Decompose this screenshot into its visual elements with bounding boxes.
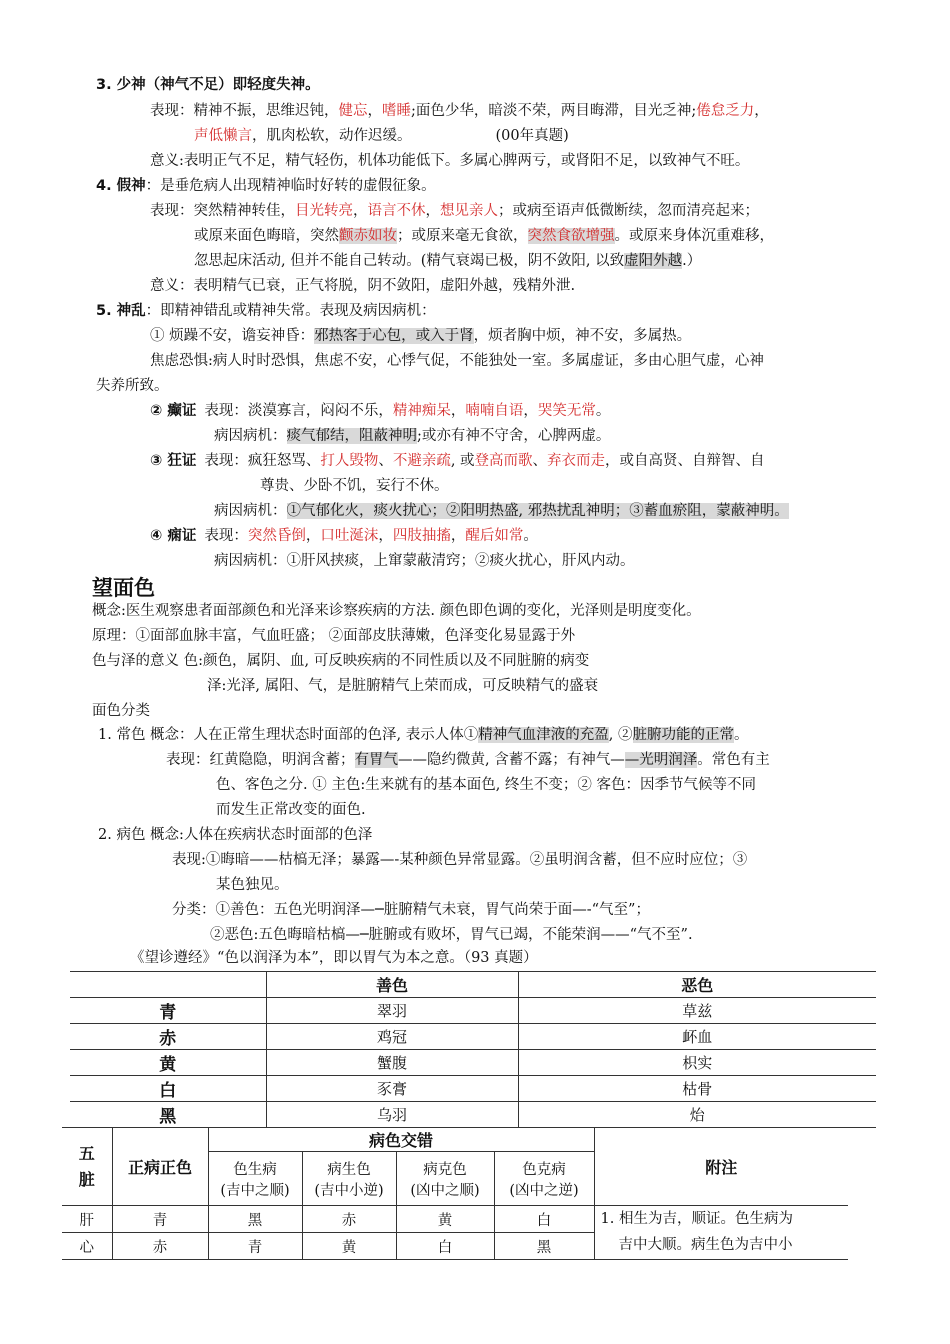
table-header-row: [70, 972, 876, 998]
table-cell: 黑: [208, 1206, 302, 1233]
table-cell: 赤: [302, 1206, 396, 1233]
section-3-title: 3. 少神（神气不足）即轻度失神。: [96, 77, 320, 93]
section-5-title: 5. 神乱：即精神错乱或精神失常。表现及病因病机：: [96, 303, 436, 319]
s4-meaning: 意义：表明精气已衰，正气将脱，阴不敛阳，虚阳外越，残精外泄.: [150, 278, 576, 294]
s4-line-2: 或原来面色晦暗，突然颧赤如妆；或原来毫无食欲，突然食欲增强。或原来身体沉重难移，: [194, 228, 774, 244]
sub-header: 病克色 (凶中之顺): [396, 1152, 494, 1206]
normal-color-concept: 1. 常色 概念：人在正常生理状态时面部的色泽, 表示人体①精神气血津液的充盈, ②脏腑功能的正常。: [98, 727, 749, 743]
table-cell: 白: [396, 1233, 494, 1260]
table-cell: 鸡冠: [266, 1024, 518, 1050]
s5-item-3-cont: 尊贵、少卧不饥，妄行不休。: [260, 478, 449, 494]
table-cell: 黄: [396, 1206, 494, 1233]
s3-line-2: 声低懒言，肌肉松软，动作迟缓。 (00年真题): [194, 128, 569, 144]
sub-header: 色克病 (凶中之逆): [494, 1152, 594, 1206]
disease-color-show-cont: 某色独见。: [216, 877, 289, 893]
table-row: [70, 1102, 876, 1128]
table-cell: 赤: [112, 1233, 208, 1260]
organ-header: 五脏: [62, 1128, 112, 1206]
normal-color-line-4: 而发生正常改变的面色.: [216, 802, 366, 818]
sub-header: 病生色 (吉中小逆): [302, 1152, 396, 1206]
note-header: 附注: [594, 1128, 848, 1206]
s5-item-3: ③ 狂证 表现：疯狂怒骂、打人毁物、不避亲疏, 或登高而歌、弃衣而走，或自高贤、自辩智、自: [150, 453, 765, 469]
table-row: [70, 1050, 876, 1076]
table-cell: 翠羽: [266, 998, 518, 1024]
table-cell: 豕膏: [266, 1076, 518, 1102]
table-cell: 青: [208, 1233, 302, 1260]
face-concept: 概念:医生观察患者面部颜色和光泽来诊察疾病的方法. 颜色即色调的变化，光泽则是明度变化。: [92, 603, 701, 619]
color-cell: 赤: [70, 1024, 266, 1050]
note-cell: 1. 相生为吉，顺证。色生病为 吉中大顺。病生色为吉中小: [594, 1206, 848, 1260]
disease-color-concept: 2. 病色 概念:人体在疾病状态时面部的色泽: [98, 827, 373, 843]
header-cell: 恶色: [518, 972, 876, 998]
table-row: [70, 1024, 876, 1050]
color-cell: 黑: [70, 1102, 266, 1128]
s5-item-1-cont: 失养所致。: [96, 378, 169, 394]
s5-item-4-cause: 病因病机：①肝风挟痰，上窜蒙蔽清窍；②痰火扰心，肝风内动。: [214, 553, 635, 569]
s5-item-4: ④ 痫证 表现：突然昏倒，口吐涎沫，四肢抽搐，醒后如常。: [150, 528, 538, 544]
face-principle: 原理：①面部血脉丰富，气血旺盛； ②面部皮肤薄嫩，色泽变化易显露于外: [92, 628, 576, 644]
five-organ-color-table: [62, 1127, 848, 1260]
table-cell: 黄: [302, 1233, 396, 1260]
s5-item-2-cause: 病因病机：痰气郁结，阻蔽神明;或亦有神不守舍，心脾两虚。: [214, 428, 611, 444]
table-row: [62, 1206, 848, 1233]
table-cell: 黑: [494, 1233, 594, 1260]
color-cell: 黄: [70, 1050, 266, 1076]
color-cell: 白: [70, 1076, 266, 1102]
table-cell: 炲: [518, 1102, 876, 1128]
table-cell: 衃血: [518, 1024, 876, 1050]
table-cell: 枳实: [518, 1050, 876, 1076]
table-row: [70, 1076, 876, 1102]
main-color-header: 正病正色: [112, 1128, 208, 1206]
normal-color-line-3: 色、客色之分. ① 主色:生来就有的基本面色, 终生不变；② 客色：因季节气候等不同: [216, 777, 757, 793]
color-cell: 青: [70, 998, 266, 1024]
s4-line-1: 表现：突然精神转佳，目光转亮，语言不休，想见亲人；或病至语声低微断续，忽而清亮起来；: [150, 203, 759, 219]
table-row: [70, 998, 876, 1024]
organ-cell: 心: [62, 1233, 112, 1260]
s5-item-3-cause: 病因病机：①气郁化火，痰火扰心；②阳明热盛, 邪热扰乱神明；③蓄血瘀阻，蒙蔽神明。: [214, 503, 789, 519]
s4-line-3: 忽思起床活动, 但并不能自己转动。(精气衰竭已极，阴不敛阳, 以致虚阳外越.）: [194, 253, 702, 269]
organ-cell: 肝: [62, 1206, 112, 1233]
face-meaning-2: 泽:光泽, 属阳、气，是脏腑精气上荣而成，可反映精气的盛衰: [207, 678, 599, 694]
face-meaning-1: 色与泽的意义 色:颜色，属阴、血, 可反映疾病的不同性质以及不同脏腑的病变: [92, 653, 590, 669]
table-cell: 枯骨: [518, 1076, 876, 1102]
s5-item-1: ① 烦躁不安，谵妄神昏：邪热客于心包，或入于肾，烦者胸中烦，神不安，多属热。: [150, 328, 692, 344]
table-cell: 蟹腹: [266, 1050, 518, 1076]
disease-color-show: 表现:①晦暗——枯槁无泽；暴露—-某种颜色异常显露。②虽明润含蓄，但不应时应位；③: [172, 852, 748, 868]
table-cell: 白: [494, 1206, 594, 1233]
s5-item-1-anxiety: 焦虑恐惧:病人时时恐惧，焦虑不安，心悸气促，不能独处一室。多属虚证，多由心胆气虚，心神: [150, 353, 764, 369]
mixed-color-header: 病色交错: [208, 1128, 594, 1152]
sub-header: 色生病 (吉中之顺): [208, 1152, 302, 1206]
header-cell: 善色: [266, 972, 518, 998]
header-cell: [70, 972, 266, 998]
face-heading: 望面色: [92, 576, 155, 600]
table-cell: 草兹: [518, 998, 876, 1024]
table-cell: 乌羽: [266, 1102, 518, 1128]
s5-item-2: ② 癫证 表现：淡漠寡言，闷闷不乐，精神痴呆，喃喃自语，哭笑无常。: [150, 403, 611, 419]
table-cell: 青: [112, 1206, 208, 1233]
normal-color-show: 表现：红黄隐隐，明润含蓄；有胃气——隐约微黄, 含蓄不露；有神气——光明润泽。常色有主: [166, 752, 770, 768]
s3-meaning: 意义:表明正气不足，精气轻伤，机体功能低下。多属心脾两亏，或肾阳不足，以致神气不旺。: [150, 153, 750, 169]
face-classify: 面色分类: [92, 703, 150, 719]
quote: 《望诊遵经》“色以润泽为本”，即以胃气为本之意。（93 真题）: [130, 950, 538, 966]
good-bad-color-table: [70, 971, 876, 1128]
s3-line-1: 表现：精神不振，思维迟钝，健忘，嗜睡;面色少华，暗淡不荣，两目晦滞，目光乏神;倦怠乏力，: [150, 103, 769, 119]
disease-color-good: 分类：①善色：五色光明润泽—─脏腑精气未衰，胃气尚荣于面—-“气至”；: [172, 902, 650, 918]
section-4-title: 4. 假神：是垂危病人出现精神临时好转的虚假征象。: [96, 178, 436, 194]
disease-color-bad: ②恶色:五色晦暗枯槁—─脏腑或有败坏，胃气已竭，不能荣润——“气不至”.: [210, 927, 693, 943]
